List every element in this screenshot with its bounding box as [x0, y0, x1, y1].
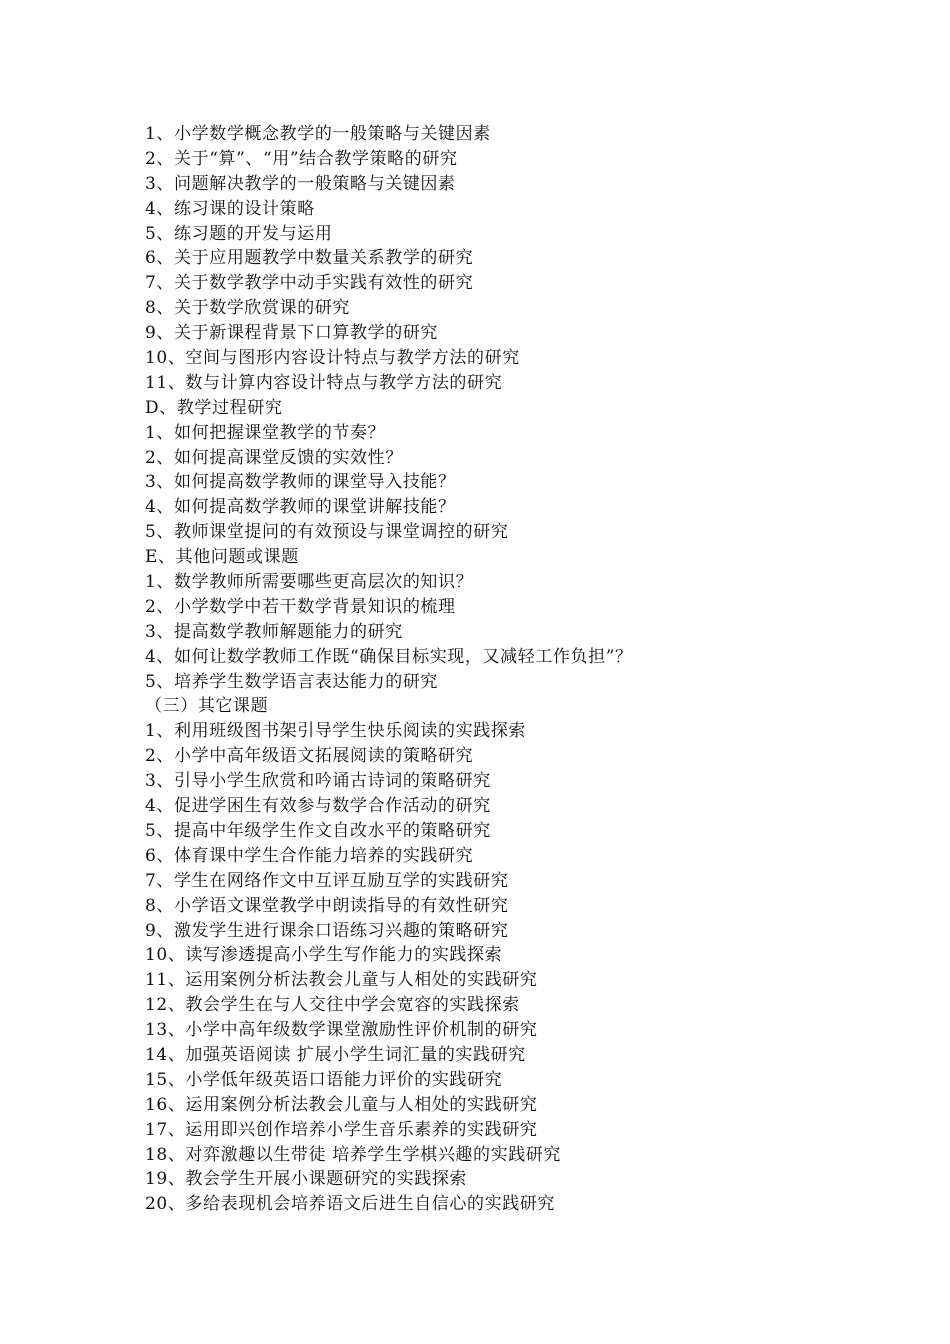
section-heading: E、其他问题或课题: [145, 547, 299, 568]
text-line: 1、数学教师所需要哪些更高层次的知识？: [145, 572, 474, 593]
text-line: 15、小学低年级英语口语能力评价的实践研究: [145, 1069, 503, 1090]
text-line: 18、对弈激趣以生带徒 培养学生学棋兴趣的实践研究: [145, 1144, 562, 1165]
text-line: 7、学生在网络作文中互评互励互学的实践研究: [145, 870, 509, 891]
text-line: 6、关于应用题教学中数量关系教学的研究: [145, 248, 474, 269]
text-line: 1、利用班级图书架引导学生快乐阅读的实践探索: [145, 721, 527, 742]
text-line: 11、运用案例分析法教会儿童与人相处的实践研究: [145, 970, 538, 991]
section-heading: D、教学过程研究: [145, 397, 283, 418]
text-line: 5、提高中年级学生作文自改水平的策略研究: [145, 820, 491, 841]
text-line: 6、体育课中学生合作能力培养的实践研究: [145, 845, 474, 866]
text-line: 3、问题解决教学的一般策略与关键因素: [145, 173, 456, 194]
text-line: 4、促进学困生有效参与数学合作活动的研究: [145, 796, 491, 817]
text-line: 5、练习题的开发与运用: [145, 223, 333, 244]
text-line: 2、如何提高课堂反馈的实效性？: [145, 447, 403, 468]
text-line: 10、读写渗透提高小学生写作能力的实践探索: [145, 945, 503, 966]
document-body: [145, 122, 905, 1217]
section-heading: （三）其它课题: [145, 696, 269, 717]
text-line: 20、多给表现机会培养语文后进生自信心的实践研究: [145, 1194, 556, 1215]
text-line: 16、运用案例分析法教会儿童与人相处的实践研究: [145, 1094, 538, 1115]
text-line: 9、激发学生进行课余口语练习兴趣的策略研究: [145, 920, 509, 941]
text-line: 4、练习课的设计策略: [145, 198, 315, 219]
text-line: 10、空间与图形内容设计特点与教学方法的研究: [145, 348, 520, 369]
text-line: 13、小学中高年级数学课堂激励性评价机制的研究: [145, 1020, 538, 1041]
text-line: 11、数与计算内容设计特点与教学方法的研究: [145, 372, 503, 393]
text-line: 2、小学数学中若干数学背景知识的梳理: [145, 596, 456, 617]
text-line: 2、关于“算”、“用”结合教学策略的研究: [145, 148, 458, 169]
text-line: 5、教师课堂提问的有效预设与课堂调控的研究: [145, 522, 509, 543]
text-line: 1、如何把握课堂教学的节奏？: [145, 422, 386, 443]
text-line: 9、关于新课程背景下口算教学的研究: [145, 323, 439, 344]
text-line: 3、提高数学教师解题能力的研究: [145, 621, 403, 642]
text-line: 17、运用即兴创作培养小学生音乐素养的实践研究: [145, 1119, 538, 1140]
text-line: 8、关于数学欣赏课的研究: [145, 298, 351, 319]
text-line: 3、引导小学生欣赏和吟诵古诗词的策略研究: [145, 771, 491, 792]
text-line: 4、如何让数学教师工作既“确保目标实现，又减轻工作负担”？: [145, 646, 633, 667]
text-line: 3、如何提高数学教师的课堂导入技能？: [145, 472, 456, 493]
text-line: 2、小学中高年级语文拓展阅读的策略研究: [145, 746, 474, 767]
text-line: 7、关于数学教学中动手实践有效性的研究: [145, 273, 474, 294]
text-line: 19、教会学生开展小课题研究的实践探索: [145, 1169, 468, 1190]
text-line: 1、小学数学概念教学的一般策略与关键因素: [145, 124, 491, 144]
text-line: 12、教会学生在与人交往中学会宽容的实践探索: [145, 995, 520, 1016]
text-line: 4、如何提高数学教师的课堂讲解技能？: [145, 497, 456, 518]
text-line: 14、加强英语阅读 扩展小学生词汇量的实践研究: [145, 1044, 526, 1065]
text-line: 5、培养学生数学语言表达能力的研究: [145, 671, 439, 692]
text-line: 8、小学语文课堂教学中朗读指导的有效性研究: [145, 895, 509, 916]
